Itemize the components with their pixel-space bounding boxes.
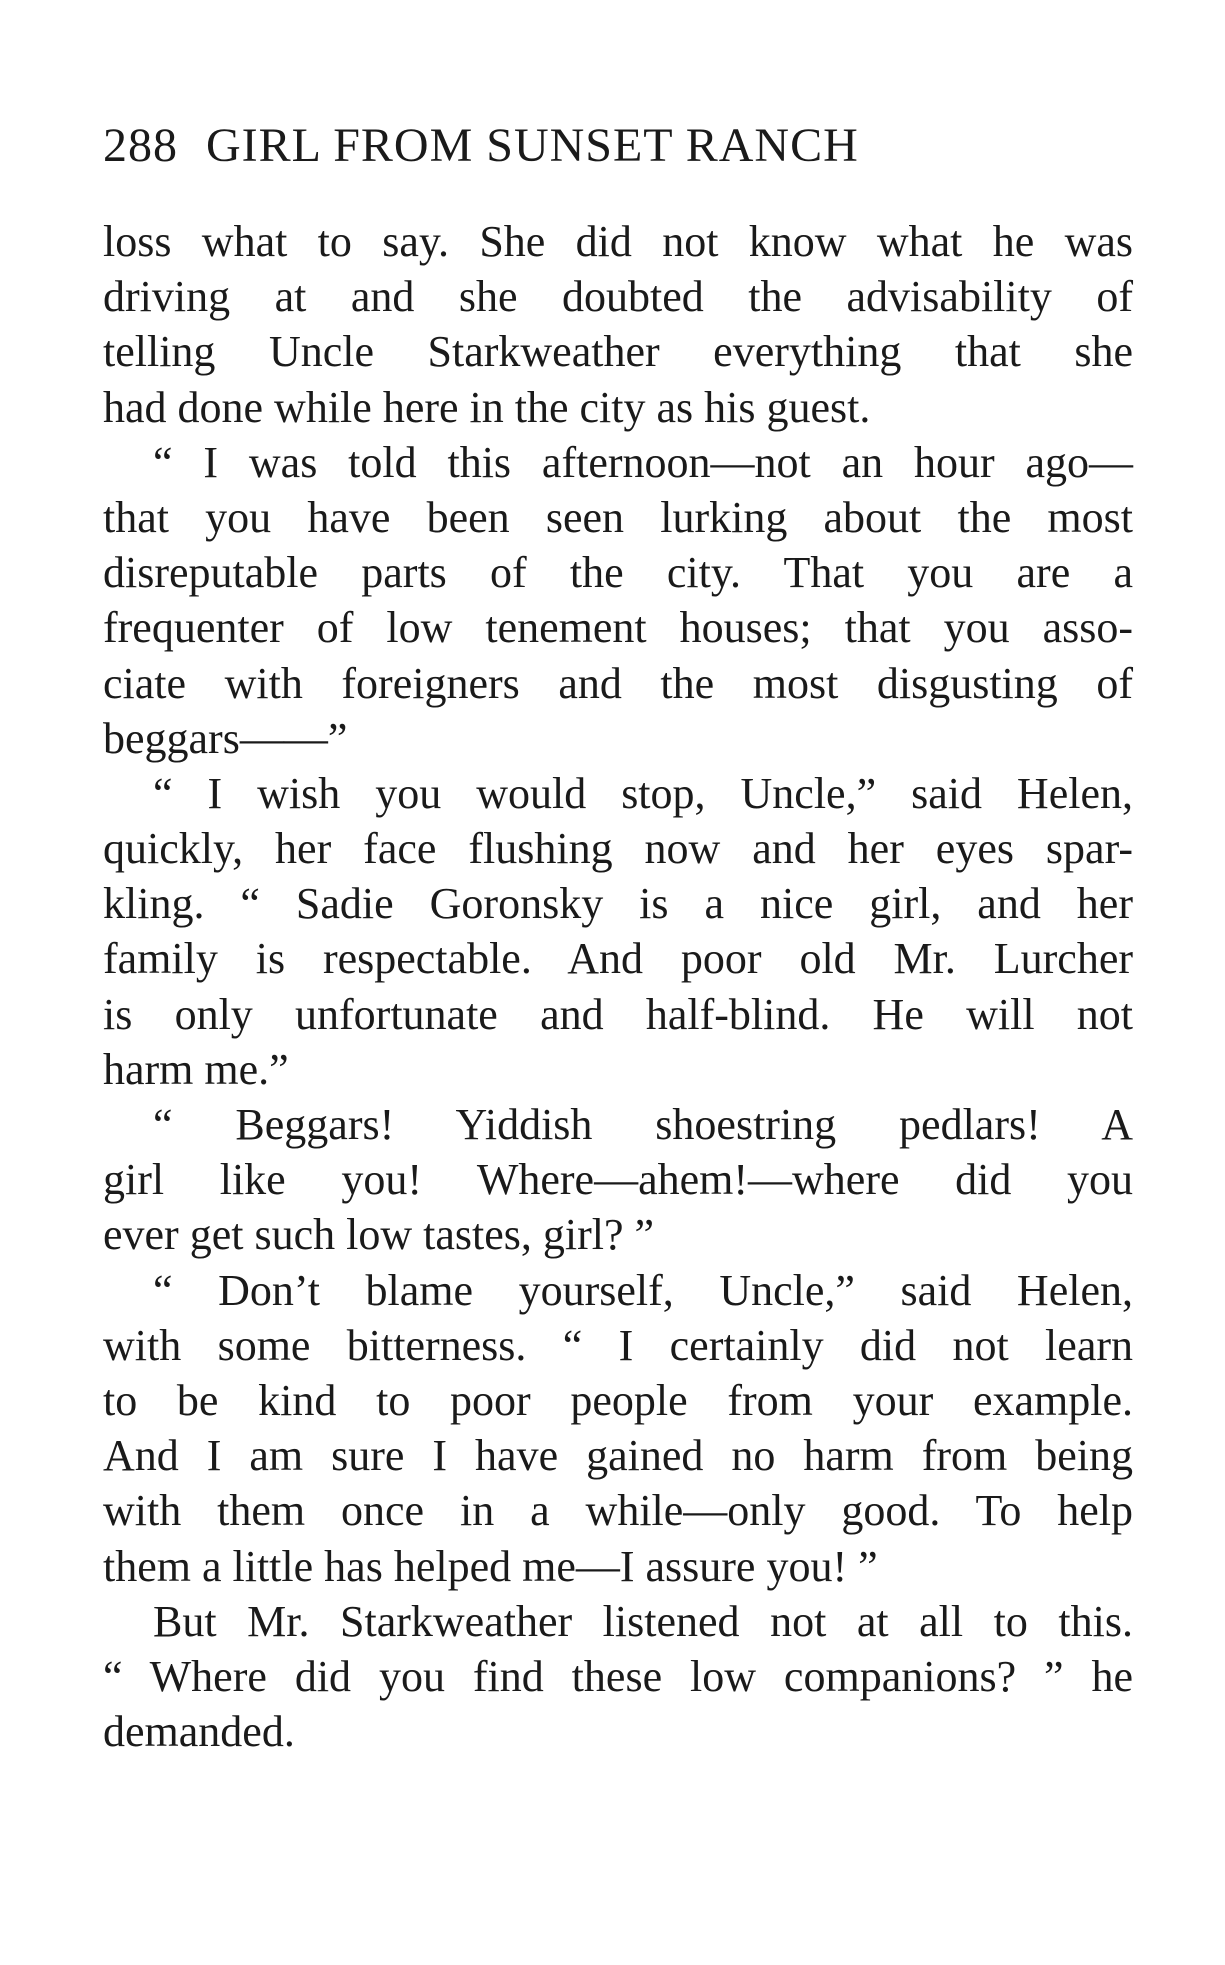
- text-line: driving at and she doubted the advisability of: [103, 272, 1133, 322]
- text-line: disreputable parts of the city. That you are a: [103, 548, 1133, 598]
- text-line: with them once in a while—only good. To help: [103, 1486, 1133, 1536]
- text-line: loss what to say. She did not know what he was: [103, 217, 1133, 266]
- text-line: had done while here in the city as his guest.: [103, 382, 871, 432]
- text-line: is only unfortunate and half-blind. He will not: [103, 989, 1133, 1039]
- book-title: GIRL FROM SUNSET RANCH: [206, 119, 859, 172]
- text-line: “ Don’t blame yourself, Uncle,” said Helen,: [153, 1265, 1133, 1315]
- text-line: But Mr. Starkweather listened not at all to this.: [153, 1596, 1133, 1646]
- text-line: quickly, her face flushing now and her eyes spar-: [103, 824, 1133, 874]
- text-line: “ I was told this afternoon—not an hour ago—: [153, 437, 1133, 487]
- text-line: girl like you! Where—ahem!—where did you: [103, 1155, 1133, 1205]
- text-line: ciate with foreigners and the most disgusting of: [103, 658, 1133, 708]
- text-line: “ Where did you find these low companions? ” he: [103, 1651, 1133, 1701]
- text-line: “ Beggars! Yiddish shoestring pedlars! A: [153, 1100, 1133, 1149]
- text-line: harm me.”: [103, 1044, 289, 1094]
- text-line: telling Uncle Starkweather everything that she: [103, 327, 1133, 377]
- text-line: frequenter of low tenement houses; that you asso-: [103, 603, 1133, 653]
- text-line: to be kind to poor people from your example.: [103, 1375, 1133, 1425]
- body-text: [103, 214, 1133, 1759]
- text-line: kling. “ Sadie Goronsky is a nice girl, and her: [103, 879, 1133, 929]
- text-line: demanded.: [103, 1707, 295, 1757]
- text-line: ever get such low tastes, girl? ”: [103, 1210, 655, 1260]
- text-line: And I am sure I have gained no harm from being: [103, 1431, 1133, 1481]
- running-head: [103, 118, 1113, 173]
- text-line: family is respectable. And poor old Mr. Lurcher: [103, 934, 1133, 984]
- text-line: them a little has helped me—I assure you! ”: [103, 1541, 878, 1591]
- text-line: beggars——”: [103, 713, 348, 763]
- text-line: “ I wish you would stop, Uncle,” said Helen,: [153, 768, 1133, 818]
- page-number: 288: [103, 119, 178, 172]
- text-line: that you have been seen lurking about the most: [103, 492, 1133, 542]
- text-line: with some bitterness. “ I certainly did not learn: [103, 1320, 1133, 1370]
